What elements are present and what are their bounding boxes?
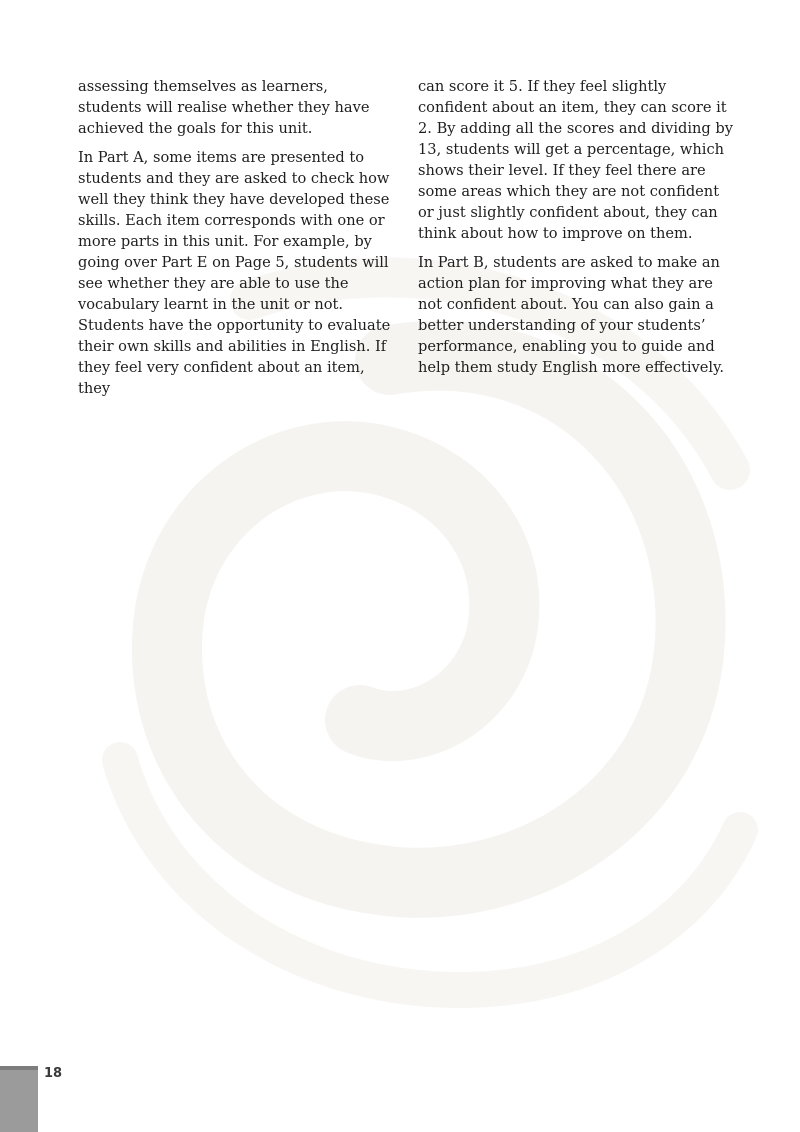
page-number: 18 xyxy=(44,1066,63,1081)
paragraph: In Part B, students are asked to make an action plan for improving what they are not confident about. You can also gain a better understanding of your students’ performance, enabling you to guide and help them study English more effectively. xyxy=(418,254,725,376)
left-column xyxy=(78,76,394,407)
paragraph: assessing themselves as learners, students will realise whether they have achieved the goals for this unit. xyxy=(78,78,370,137)
right-column xyxy=(418,76,734,386)
paragraph: can score it 5. If they feel slightly confident about an item, they can score it 2. By adding all the scores and dividing by 13, students will get a percentage, which shows their level. If they feel there are some areas which they are not confident or just slightly confident about, they can think about how to improve on them. xyxy=(418,78,733,242)
paragraph: In Part A, some items are presented to students and they are asked to check how well they think they have developed these skills. Each item corresponds with one or more parts in this unit. For example, by going over Part E on Page 5, students will see whether they are able to use the vocabulary learnt in the unit or not. Students have the opportunity to evaluate their own skills and abilities in English. If they feel very confident about an item, they xyxy=(78,149,391,397)
page-number-tab-border xyxy=(0,1066,38,1070)
page-number-tab xyxy=(0,1066,38,1132)
